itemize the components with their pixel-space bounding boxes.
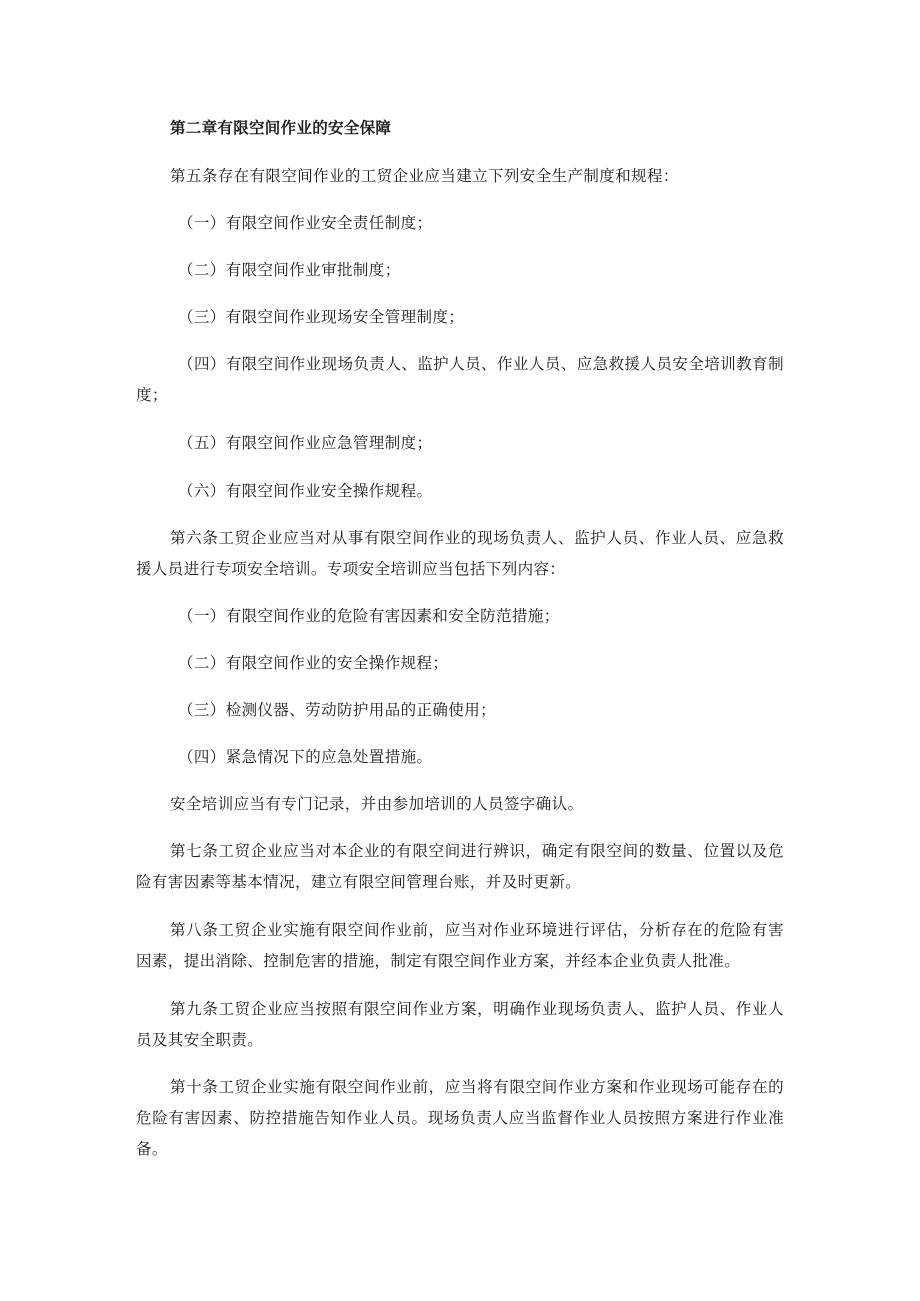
list-item: （四）紧急情况下的应急处置措施。 bbox=[178, 748, 433, 766]
list-item: （四）有限空间作业现场负责人、监护人员、作业人员、应急救援人员安全培训教育制度； bbox=[136, 355, 784, 404]
list-item: （三）检测仪器、劳动防护用品的正确使用； bbox=[178, 701, 497, 719]
paragraph-article-9: 第九条工贸企业应当按照有限空间作业方案，明确作业现场负责人、监护人员、作业人员及其安全职责。 bbox=[136, 1000, 784, 1049]
paragraph-training-record: 安全培训应当有专门记录，并由参加培训的人员签字确认。 bbox=[170, 795, 584, 813]
list-item: （三）有限空间作业现场安全管理制度； bbox=[178, 308, 465, 326]
paragraph-article-8: 第八条工贸企业实施有限空间作业前，应当对作业环境进行评估，分析存在的危险有害因素，提出消除、控制危害的措施，制定有限空间作业方案，并经本企业负责人批准。 bbox=[136, 921, 784, 970]
list-item: （二）有限空间作业审批制度； bbox=[178, 261, 401, 279]
paragraph-article-6: 第六条工贸企业应当对从事有限空间作业的现场负责人、监护人员、作业人员、应急救援人员进行专项安全培训。专项安全培训应当包括下列内容： bbox=[136, 529, 784, 578]
paragraph-article-5: 第五条存在有限空间作业的工贸企业应当建立下列安全生产制度和规程： bbox=[170, 167, 679, 185]
list-item: （二）有限空间作业的安全操作规程； bbox=[178, 654, 449, 672]
chapter-title: 第二章有限空间作业的安全保障 bbox=[170, 119, 392, 137]
list-item: （六）有限空间作业安全操作规程。 bbox=[178, 482, 433, 500]
list-item: （一）有限空间作业安全责任制度； bbox=[178, 214, 433, 232]
paragraph-article-10: 第十条工贸企业实施有限空间作业前，应当将有限空间作业方案和作业现场可能存在的危险有害因素、防控措施告知作业人员。现场负责人应当监督作业人员按照方案进行作业准备。 bbox=[136, 1078, 784, 1158]
paragraph-article-7: 第七条工贸企业应当对本企业的有限空间进行辨识，确定有限空间的数量、位置以及危险有害因素等基本情况，建立有限空间管理台账，并及时更新。 bbox=[136, 842, 784, 891]
list-item: （五）有限空间作业应急管理制度； bbox=[178, 434, 433, 452]
list-item: （一）有限空间作业的危险有害因素和安全防范措施； bbox=[178, 607, 560, 625]
document-body bbox=[136, 112, 784, 1165]
